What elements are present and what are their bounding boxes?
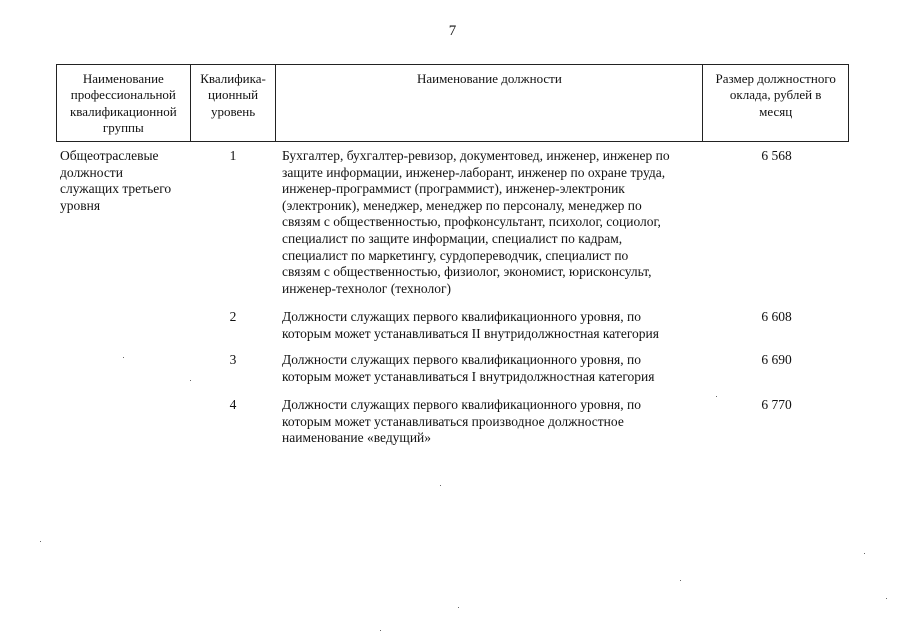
position-line: связям с общественностью, профконсультант, психолог, социолог, — [282, 214, 661, 230]
scan-speck — [716, 396, 717, 397]
header-line: группы — [102, 120, 144, 136]
position-line: которым может устанавливаться I внутридолжностная категория — [282, 368, 655, 384]
position-line: наименование «ведущий» — [282, 430, 432, 446]
position-line: Должности служащих первого квалификационного уровня, по — [282, 309, 641, 324]
position-line: специалист по маркетингу, сурдопереводчик, специалист по — [282, 247, 629, 263]
salary-value: 6 608 — [761, 309, 792, 324]
header-line: профессиональной — [70, 87, 176, 103]
qualification-level: 3 — [229, 352, 237, 367]
header-group-name — [57, 65, 191, 141]
header-line: Наименование — [82, 71, 164, 86]
page-number: 7 — [448, 23, 457, 39]
salary-value: 6 690 — [761, 352, 792, 367]
position-line: инженер-программист (программист), инженер-электроник — [282, 181, 625, 197]
group-name-line: уровня — [60, 197, 101, 213]
position-line: защите информации, инженер-лаборант, инженер по охране труда, — [282, 164, 666, 180]
position-line: Должности служащих первого квалификационного уровня, по — [282, 352, 641, 367]
position-line: которым может устанавливаться производное должностное — [282, 413, 624, 429]
header-line: Размер должностного — [715, 71, 836, 86]
header-line: месяц — [759, 103, 793, 119]
header-line: Наименование должности — [416, 71, 562, 86]
position-line: которым может устанавливаться II внутридолжностная категория — [282, 325, 659, 341]
qualification-level: 1 — [229, 148, 237, 163]
scan-speck — [886, 598, 887, 599]
position-description — [282, 352, 704, 385]
position-line: инженер-технолог (технолог) — [282, 280, 451, 296]
position-line: Должности служащих первого квалификационного уровня, по — [282, 397, 641, 412]
scan-speck — [680, 580, 681, 581]
position-description — [282, 309, 704, 342]
position-description — [282, 397, 704, 447]
header-line: ционный — [208, 87, 259, 103]
salary-value: 6 568 — [761, 148, 792, 163]
scan-speck — [458, 607, 459, 608]
position-line: Бухгалтер, бухгалтер-ревизор, документовед, инженер, инженер по — [282, 148, 670, 163]
header-line: Квалифика- — [200, 71, 266, 86]
scan-speck — [190, 380, 191, 381]
group-name-line: Общеотраслевые — [60, 148, 159, 163]
header-qual-level — [191, 65, 277, 141]
position-line: специалист по защите информации, специалист по кадрам, — [282, 230, 623, 246]
header-line: уровень — [210, 103, 256, 119]
header-salary — [703, 65, 848, 141]
scan-speck — [864, 553, 865, 554]
table-header — [56, 64, 849, 142]
group-name-line: должности — [60, 164, 123, 180]
position-line: связям с общественностью, физиолог, экономист, юрисконсульт, — [282, 264, 652, 280]
header-line: квалификационной — [69, 103, 177, 119]
salary-value: 6 770 — [761, 397, 792, 412]
qualification-level: 4 — [229, 397, 237, 412]
group-name-line: служащих третьего — [60, 181, 172, 197]
scan-speck — [40, 541, 41, 542]
scan-speck — [440, 485, 441, 486]
position-line: (электроник), менеджер, менеджер по персоналу, менеджер по — [282, 197, 642, 213]
professional-group-name — [60, 148, 188, 214]
scan-speck — [380, 630, 381, 631]
scan-speck — [123, 357, 124, 358]
header-line: оклада, рублей в — [729, 87, 822, 103]
header-position-name — [276, 65, 703, 141]
qualification-level: 2 — [229, 309, 237, 324]
position-description — [282, 148, 704, 297]
